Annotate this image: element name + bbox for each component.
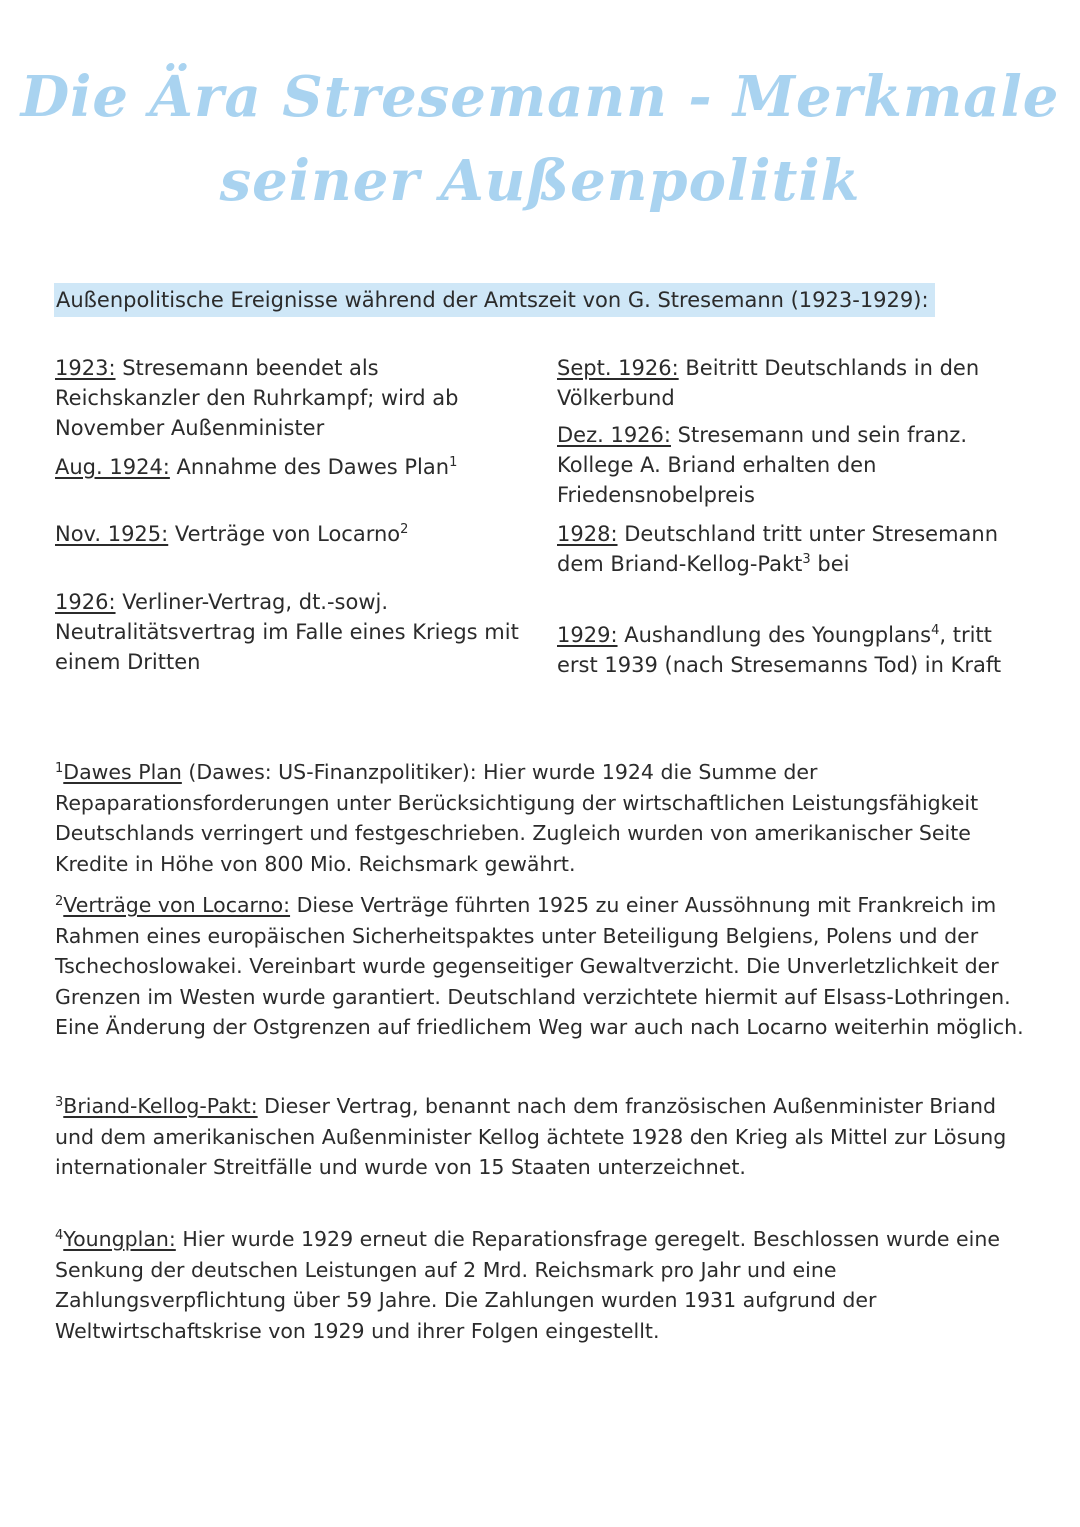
footnote-number: 2 — [55, 894, 64, 909]
event-text: Beitritt Deutschlands in den Völkerbund — [557, 356, 980, 410]
event-text: Stresemann beendet als Reichskanzler den Ruhrkampf; wird ab November Außenminister — [55, 356, 459, 440]
footnote-number: 1 — [55, 761, 64, 776]
event-date: 1929: — [557, 623, 618, 647]
footnote-term: Briand-Kellog-Pakt: — [63, 1094, 258, 1118]
footnote-text: Hier wurde 1929 erneut die Reparationsfrage geregelt. Beschlossen wurde eine Senkung der deutschen Leistungen auf 2 Mrd. Reichsmark pro Jahr und eine Zahlungsverpflichtung über 59 Jahre. Die Zahlungen wurden 1931 aufgrund der Weltwirtschaftskrise von 1929 und ihrer Folgen eingestellt. — [55, 1227, 1000, 1343]
footnote-term: Verträge von Locarno: — [63, 893, 291, 917]
page-title-line-1: Die Ära Stresemann - Merkmale — [20, 64, 1060, 130]
event-dez-1926 — [557, 420, 1027, 510]
footnote-term: Dawes Plan — [63, 760, 182, 784]
event-date: Nov. 1925: — [55, 522, 169, 546]
footnote-text: Dieser Vertrag, benannt nach dem französischen Außenminister Briand und dem amerikanischen Außenminister Kellog ächtete 1928 den Krieg als Mittel zur Lösung internationaler Streitfälle und wurde von 15 Staaten unterzeichnet. — [55, 1094, 1007, 1179]
event-date: 1923: — [55, 356, 116, 380]
footnote-briand-kellog — [55, 1088, 1030, 1183]
event-1923 — [55, 353, 525, 443]
event-text: Stresemann und sein franz. Kollege A. Briand erhalten den Friedensnobelpreis — [557, 423, 968, 507]
footnote-marker: 4 — [931, 623, 940, 638]
footnote-marker: 2 — [400, 522, 409, 537]
footnote-text: (Dawes: US-Finanzpolitiker): Hier wurde 1924 die Summe der Repaparationsforderungen unter Berücksichtigung der wirtschaftlichen Leistungsfähigkeit Deutschlands verringert und festgeschrieben. Zugleich wurden von amerikanischer Seite Kredite in Höhe von 800 Mio. Reichsmark gewährt. — [55, 760, 979, 876]
event-text: Aushandlung des Youngplans — [617, 623, 932, 647]
event-aug-1924 — [55, 452, 525, 482]
event-1926 — [55, 587, 525, 677]
event-1928 — [557, 519, 1027, 579]
footnote-number: 4 — [55, 1228, 64, 1243]
footnote-youngplan — [55, 1221, 1030, 1346]
event-date: Aug. 1924: — [55, 455, 170, 479]
event-date: 1926: — [55, 590, 116, 614]
footnote-marker: 3 — [802, 552, 811, 567]
section-heading-highlighted: Außenpolitische Ereignisse während der Amtszeit von G. Stresemann (1923-1929): — [54, 283, 935, 317]
event-text-after: , tritt erst 1939 (nach Stresemanns Tod) in Kraft — [557, 623, 1002, 677]
event-nov-1925 — [55, 519, 525, 549]
event-sept-1926 — [557, 353, 1027, 413]
event-text: Verträge von Locarno — [168, 522, 401, 546]
event-date: Sept. 1926: — [557, 356, 679, 380]
event-text-after: bei — [810, 552, 850, 576]
footnote-marker: 1 — [449, 455, 458, 470]
event-date: 1928: — [557, 522, 618, 546]
event-1929 — [557, 620, 1027, 680]
event-text: Annahme des Dawes Plan — [169, 455, 450, 479]
event-text: Deutschland tritt unter Stresemann dem Briand-Kellog-Pakt — [557, 522, 999, 576]
footnote-dawes-plan — [55, 754, 1030, 879]
footnote-term: Youngplan: — [63, 1227, 176, 1251]
page-title-line-2: seiner Außenpolitik — [219, 148, 861, 214]
event-date: Dez. 1926: — [557, 423, 671, 447]
event-text: Verliner-Vertrag, dt.-sowj. Neutralitätsvertrag im Falle eines Kriegs mit einem Dritten — [55, 590, 519, 674]
footnote-locarno — [55, 887, 1030, 1043]
footnote-text: Diese Verträge führten 1925 zu einer Aussöhnung mit Frankreich im Rahmen eines europäischen Sicherheitspaktes unter Beteiligung Belgiens, Polens und der Tschechoslowakei. Vereinbart wurde gegenseitiger Gewaltverzicht. Die Unverletzlichkeit der Grenzen im Westen wurde garantiert. Deutschland verzichtete hiermit auf Elsass-Lothringen. Eine Änderung der Ostgrenzen auf friedlichem Weg war auch nach Locarno weiterhin möglich. — [55, 893, 1024, 1039]
footnote-number: 3 — [55, 1095, 64, 1110]
